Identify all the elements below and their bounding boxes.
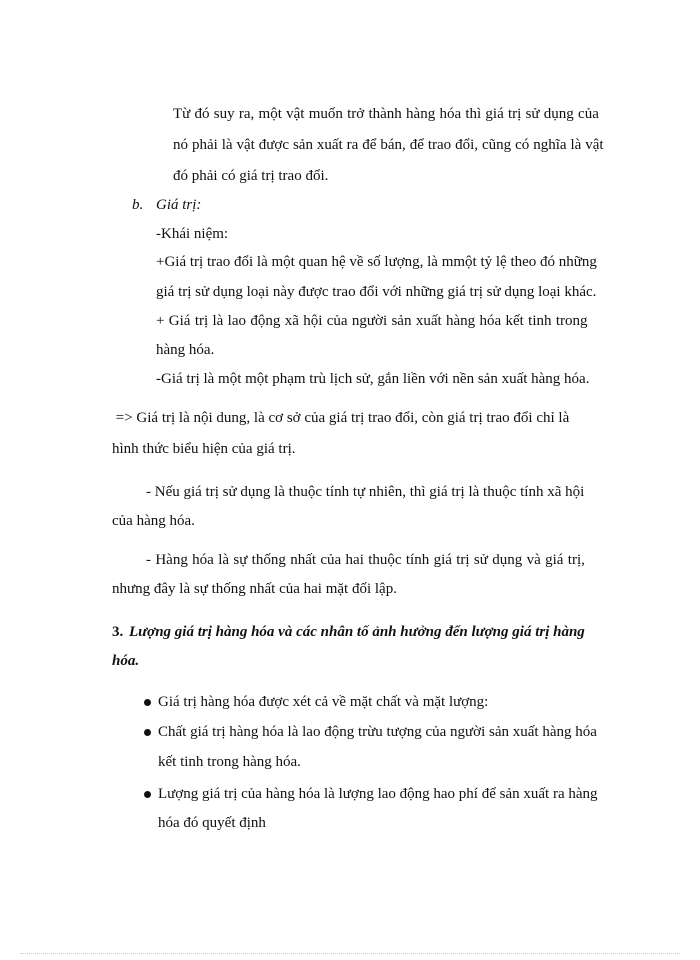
bullet-3-line-1: Lượng giá trị của hàng hóa là lượng lao động hao phí để sản xuất ra hàng <box>158 786 598 802</box>
section-b-title: Giá trị: <box>156 197 202 213</box>
bullet-icon <box>144 699 151 706</box>
natural-line-1: - Nếu giá trị sử dụng là thuộc tính tự nhiên, thì giá trị là thuộc tính xã hội <box>146 484 585 500</box>
item1-line-1: +Giá trị trao đổi là một quan hệ về số lượng, là mmột tỷ lệ theo đó những <box>156 254 597 270</box>
section3-title-line-2: hóa. <box>112 653 140 669</box>
natural-line-2: của hàng hóa. <box>112 513 195 529</box>
conclusion-line-1: => Giá trị là nội dung, là cơ sở của giá trị trao đổi, còn giá trị trao đổi chỉ là <box>112 410 570 426</box>
bullet-icon <box>144 729 151 736</box>
item2-line-1: + Giá trị là lao động xã hội của người sản xuất hàng hóa kết tinh trong <box>156 313 588 329</box>
intro-line-2: nó phải là vật được sản xuất ra để bán, để trao đổi, cũng có nghĩa là vật <box>173 137 604 153</box>
bullet-3-line-2: hóa đó quyết định <box>158 815 266 831</box>
unity-line-2: nhưng đây là sự thống nhất của hai mặt đối lập. <box>112 581 397 597</box>
item1-line-2: giá trị sử dụng loại này được trao đổi với những giá trị sử dụng loại khác. <box>156 284 597 300</box>
intro-line-1: Từ đó suy ra, một vật muốn trở thành hàng hóa thì giá trị sử dụng của <box>173 106 599 122</box>
unity-line-1: - Hàng hóa là sự thống nhất của hai thuộc tính giá trị sử dụng và giá trị, <box>146 552 585 568</box>
section3-title-line-1: Lượng giá trị hàng hóa và các nhân tố ảnh hưởng đến lượng giá trị hàng <box>129 624 585 640</box>
conclusion-line-2: hình thức biểu hiện của giá trị. <box>112 441 296 457</box>
item3-line: -Giá trị là một một phạm trù lịch sử, gắn liền với nền sản xuất hàng hóa. <box>156 371 590 387</box>
item2-line-2: hàng hóa. <box>156 342 215 358</box>
bullet-2-line-1: Chất giá trị hàng hóa là lao động trừu tượng của người sản xuất hàng hóa <box>158 724 597 740</box>
page-edge-divider <box>20 953 680 954</box>
section-b-marker: b. <box>132 197 144 213</box>
section3-number: 3. <box>112 624 124 640</box>
intro-line-3: đó phải có giá trị trao đổi. <box>173 168 329 184</box>
bullet-2-line-2: kết tinh trong hàng hóa. <box>158 754 301 770</box>
bullet-1-line-1: Giá trị hàng hóa được xét cả về mặt chất và mặt lượng: <box>158 694 489 710</box>
bullet-icon <box>144 791 151 798</box>
concept-label: -Khái niệm: <box>156 226 229 242</box>
